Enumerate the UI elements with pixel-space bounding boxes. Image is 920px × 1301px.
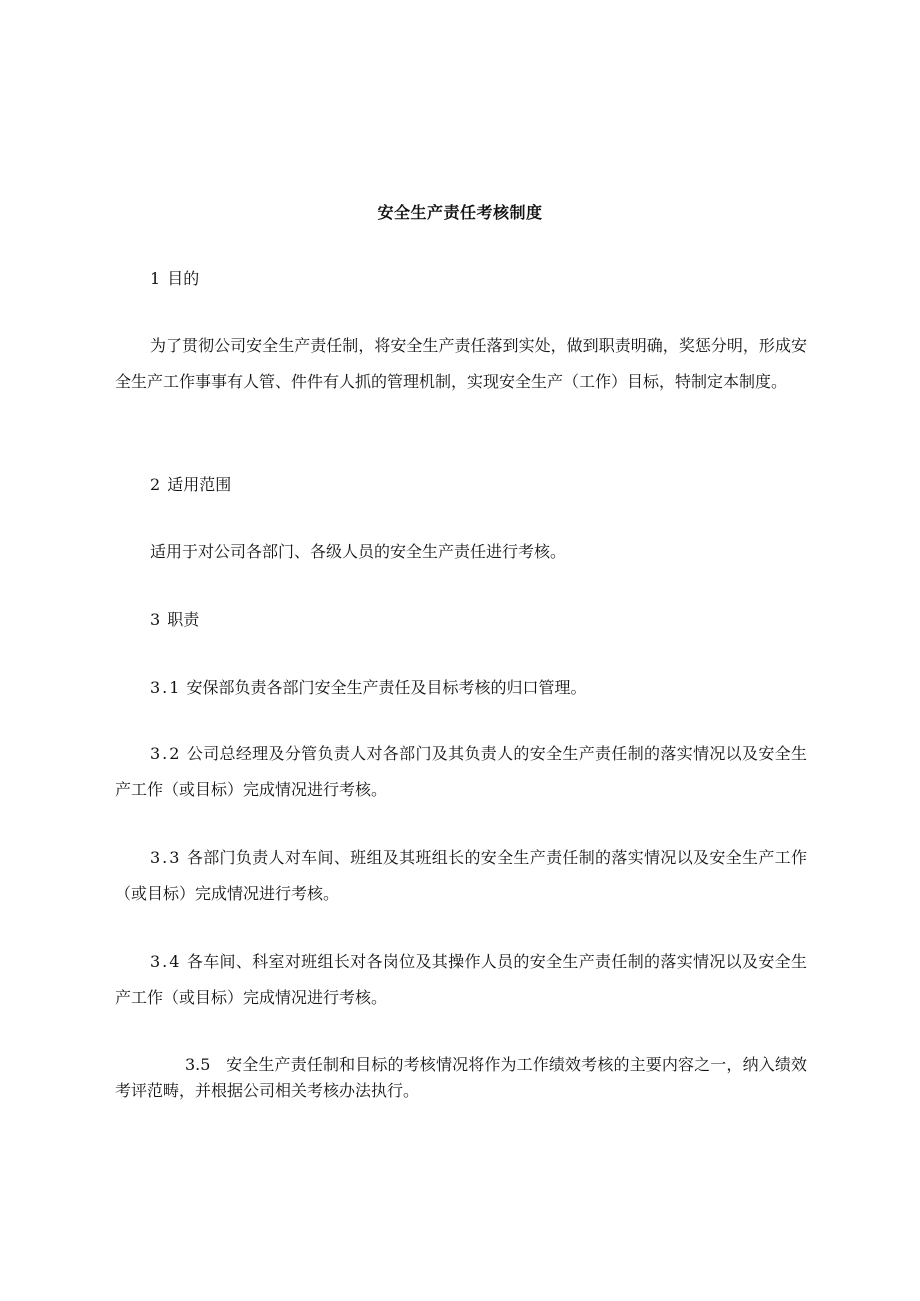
item-number: 3.5: [185, 1055, 211, 1074]
section-heading-text: 适用范围: [167, 475, 232, 494]
item-text: 公司总经理及分管负责人对各部门及其负责人的安全生产责任制的落实情况以及安全生产工作（或目标）完成情况进行考核。: [115, 744, 807, 799]
document-title: 安全生产责任考核制度: [377, 203, 543, 222]
list-item-3-4: [115, 944, 807, 1016]
item-text: 安全生产责任制和目标的考核情况将作为工作绩效考核的主要内容之一，纳入绩效考评范畴，并根据公司相关考核办法执行。: [115, 1055, 807, 1100]
list-item-3-5: [115, 1052, 807, 1104]
list-item-3-2: [115, 736, 807, 808]
section-number: 2: [150, 475, 163, 494]
section-heading-text: 目的: [167, 269, 200, 288]
section-2-body: 适用于对公司各部门、各级人员的安全生产责任进行考核。: [150, 542, 567, 561]
section-number: 1: [150, 269, 163, 288]
section-heading-1: [115, 262, 842, 296]
item-number: 3.4: [150, 952, 182, 971]
item-number: 3.2: [150, 744, 182, 763]
item-number: 3.1: [150, 678, 182, 697]
list-item-3-1: [115, 671, 842, 705]
item-text: 各车间、科室对班组长对各岗位及其操作人员的安全生产责任制的落实情况以及安全生产工作（或目标）完成情况进行考核。: [115, 952, 807, 1007]
section-1-body: 为了贯彻公司安全生产责任制，将安全生产责任落到实处，做到职责明确，奖惩分明，形成安全生产工作事事有人管、件件有人抓的管理机制，实现安全生产（工作）目标，特制定本制度。: [115, 336, 807, 391]
section-heading-text: 职责: [167, 610, 200, 629]
list-item-3-3: [115, 840, 807, 912]
section-heading-3: [115, 603, 842, 637]
section-heading-2: [115, 468, 842, 502]
item-text: 各部门负责人对车间、班组及其班组长的安全生产责任制的落实情况以及安全生产工作（或目标）完成情况进行考核。: [115, 848, 807, 903]
item-text: 安保部负责各部门安全生产责任及目标考核的归口管理。: [186, 678, 587, 697]
item-number: 3.3: [150, 848, 182, 867]
section-number: 3: [150, 610, 163, 629]
